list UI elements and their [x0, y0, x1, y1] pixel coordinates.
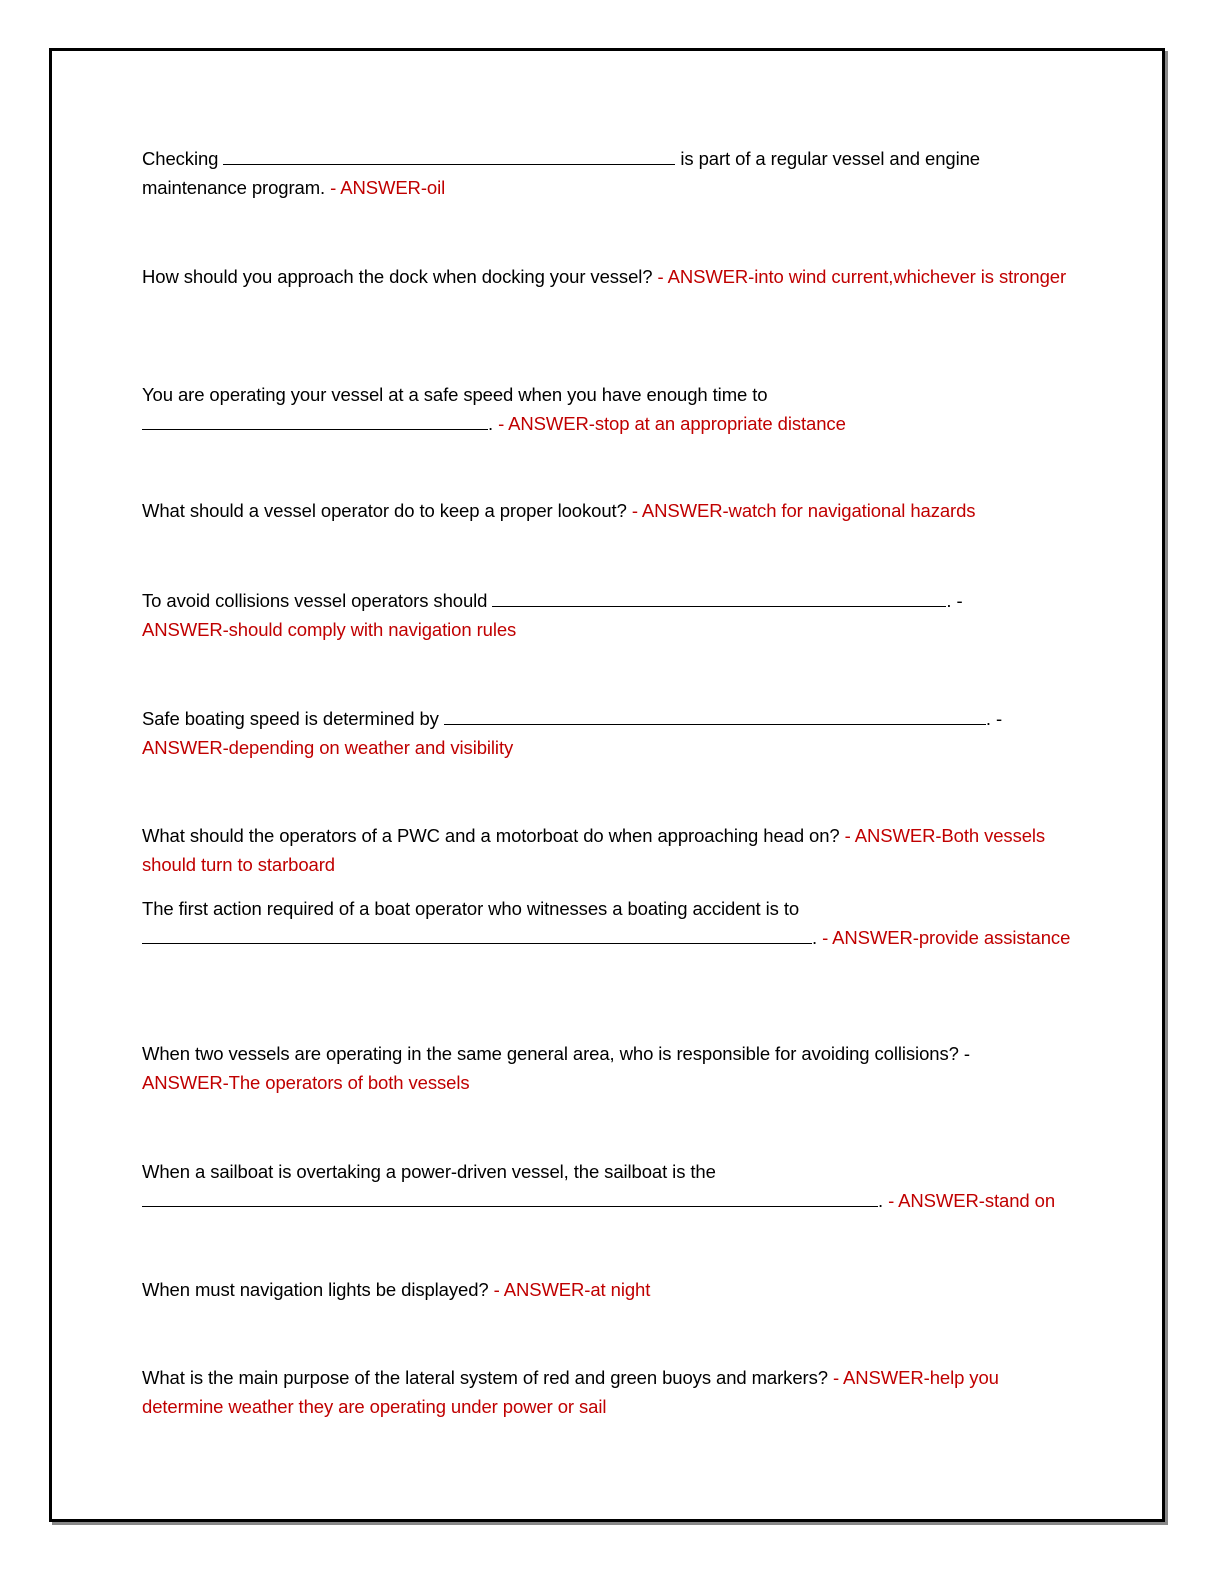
- answer-text: - ANSWER-stop at an appropriate distance: [498, 412, 846, 434]
- question-text: To avoid collisions vessel operators should: [142, 590, 493, 611]
- question-text: When two vessels are operating in the same general area, who is responsible for avoiding collisions? -: [142, 1043, 970, 1064]
- question-4: [142, 497, 1102, 526]
- question-1: [142, 145, 1077, 202]
- answer-text: - ANSWER-stand on: [888, 1189, 1056, 1211]
- question-text: .: [812, 926, 823, 948]
- question-text: The first action required of a boat operator who witnesses a boating accident is to: [142, 898, 800, 919]
- answer-text: - ANSWER-oil: [330, 176, 446, 198]
- answer-text: - ANSWER-into wind current,whichever is stronger: [657, 266, 1067, 287]
- question-text: When a sailboat is overtaking a power-driven vessel, the sailboat is the: [142, 1161, 716, 1182]
- question-9: [142, 1040, 1102, 1097]
- blank-line: [492, 588, 946, 607]
- answer-text: - ANSWER-at night: [493, 1279, 651, 1300]
- question-text: What is the main purpose of the lateral system of red and green buoys and markers?: [142, 1367, 833, 1388]
- question-text: .: [488, 412, 499, 434]
- question-text: Safe boating speed is determined by: [142, 708, 444, 729]
- answer-text: - ANSWER-Both vessels should turn to starboard: [142, 825, 1046, 875]
- blank-line: [142, 925, 812, 944]
- question-text: is part of a regular vessel and engine maintenance program.: [142, 148, 980, 198]
- question-10: [142, 1158, 1077, 1215]
- answer-text: - ANSWER-provide assistance: [822, 926, 1071, 948]
- question-text: You are operating your vessel at a safe speed when you have enough time to: [142, 384, 768, 405]
- answer-text: ANSWER-The operators of both vessels: [142, 1071, 470, 1093]
- question-11: [142, 1276, 1077, 1305]
- answer-text: - ANSWER-watch for navigational hazards: [631, 500, 976, 521]
- question-5: [142, 587, 1077, 644]
- blank-line: [142, 411, 488, 430]
- question-text: What should a vessel operator do to keep a proper lookout?: [142, 500, 632, 521]
- answer-text: - ANSWER-help you determine weather they are operating under power or sail: [142, 1367, 999, 1417]
- question-text: What should the operators of a PWC and a motorboat do when approaching head on?: [142, 825, 845, 846]
- question-text: When must navigation lights be displayed?: [142, 1279, 494, 1300]
- question-7: [142, 822, 1077, 879]
- question-3: [142, 381, 1077, 438]
- question-text: . -: [946, 590, 963, 611]
- question-text: Checking: [142, 148, 224, 169]
- question-text: . -: [985, 708, 1002, 729]
- question-8: [142, 895, 1077, 952]
- blank-line: [444, 706, 986, 725]
- question-6: [142, 705, 1077, 762]
- blank-line: [223, 146, 675, 165]
- question-2: [142, 263, 1077, 292]
- answer-text: ANSWER-depending on weather and visibility: [142, 736, 514, 758]
- question-12: [142, 1364, 1077, 1421]
- question-text: .: [878, 1189, 889, 1211]
- answer-text: ANSWER-should comply with navigation rules: [142, 618, 517, 640]
- question-text: How should you approach the dock when docking your vessel?: [142, 266, 658, 287]
- blank-line: [142, 1188, 878, 1207]
